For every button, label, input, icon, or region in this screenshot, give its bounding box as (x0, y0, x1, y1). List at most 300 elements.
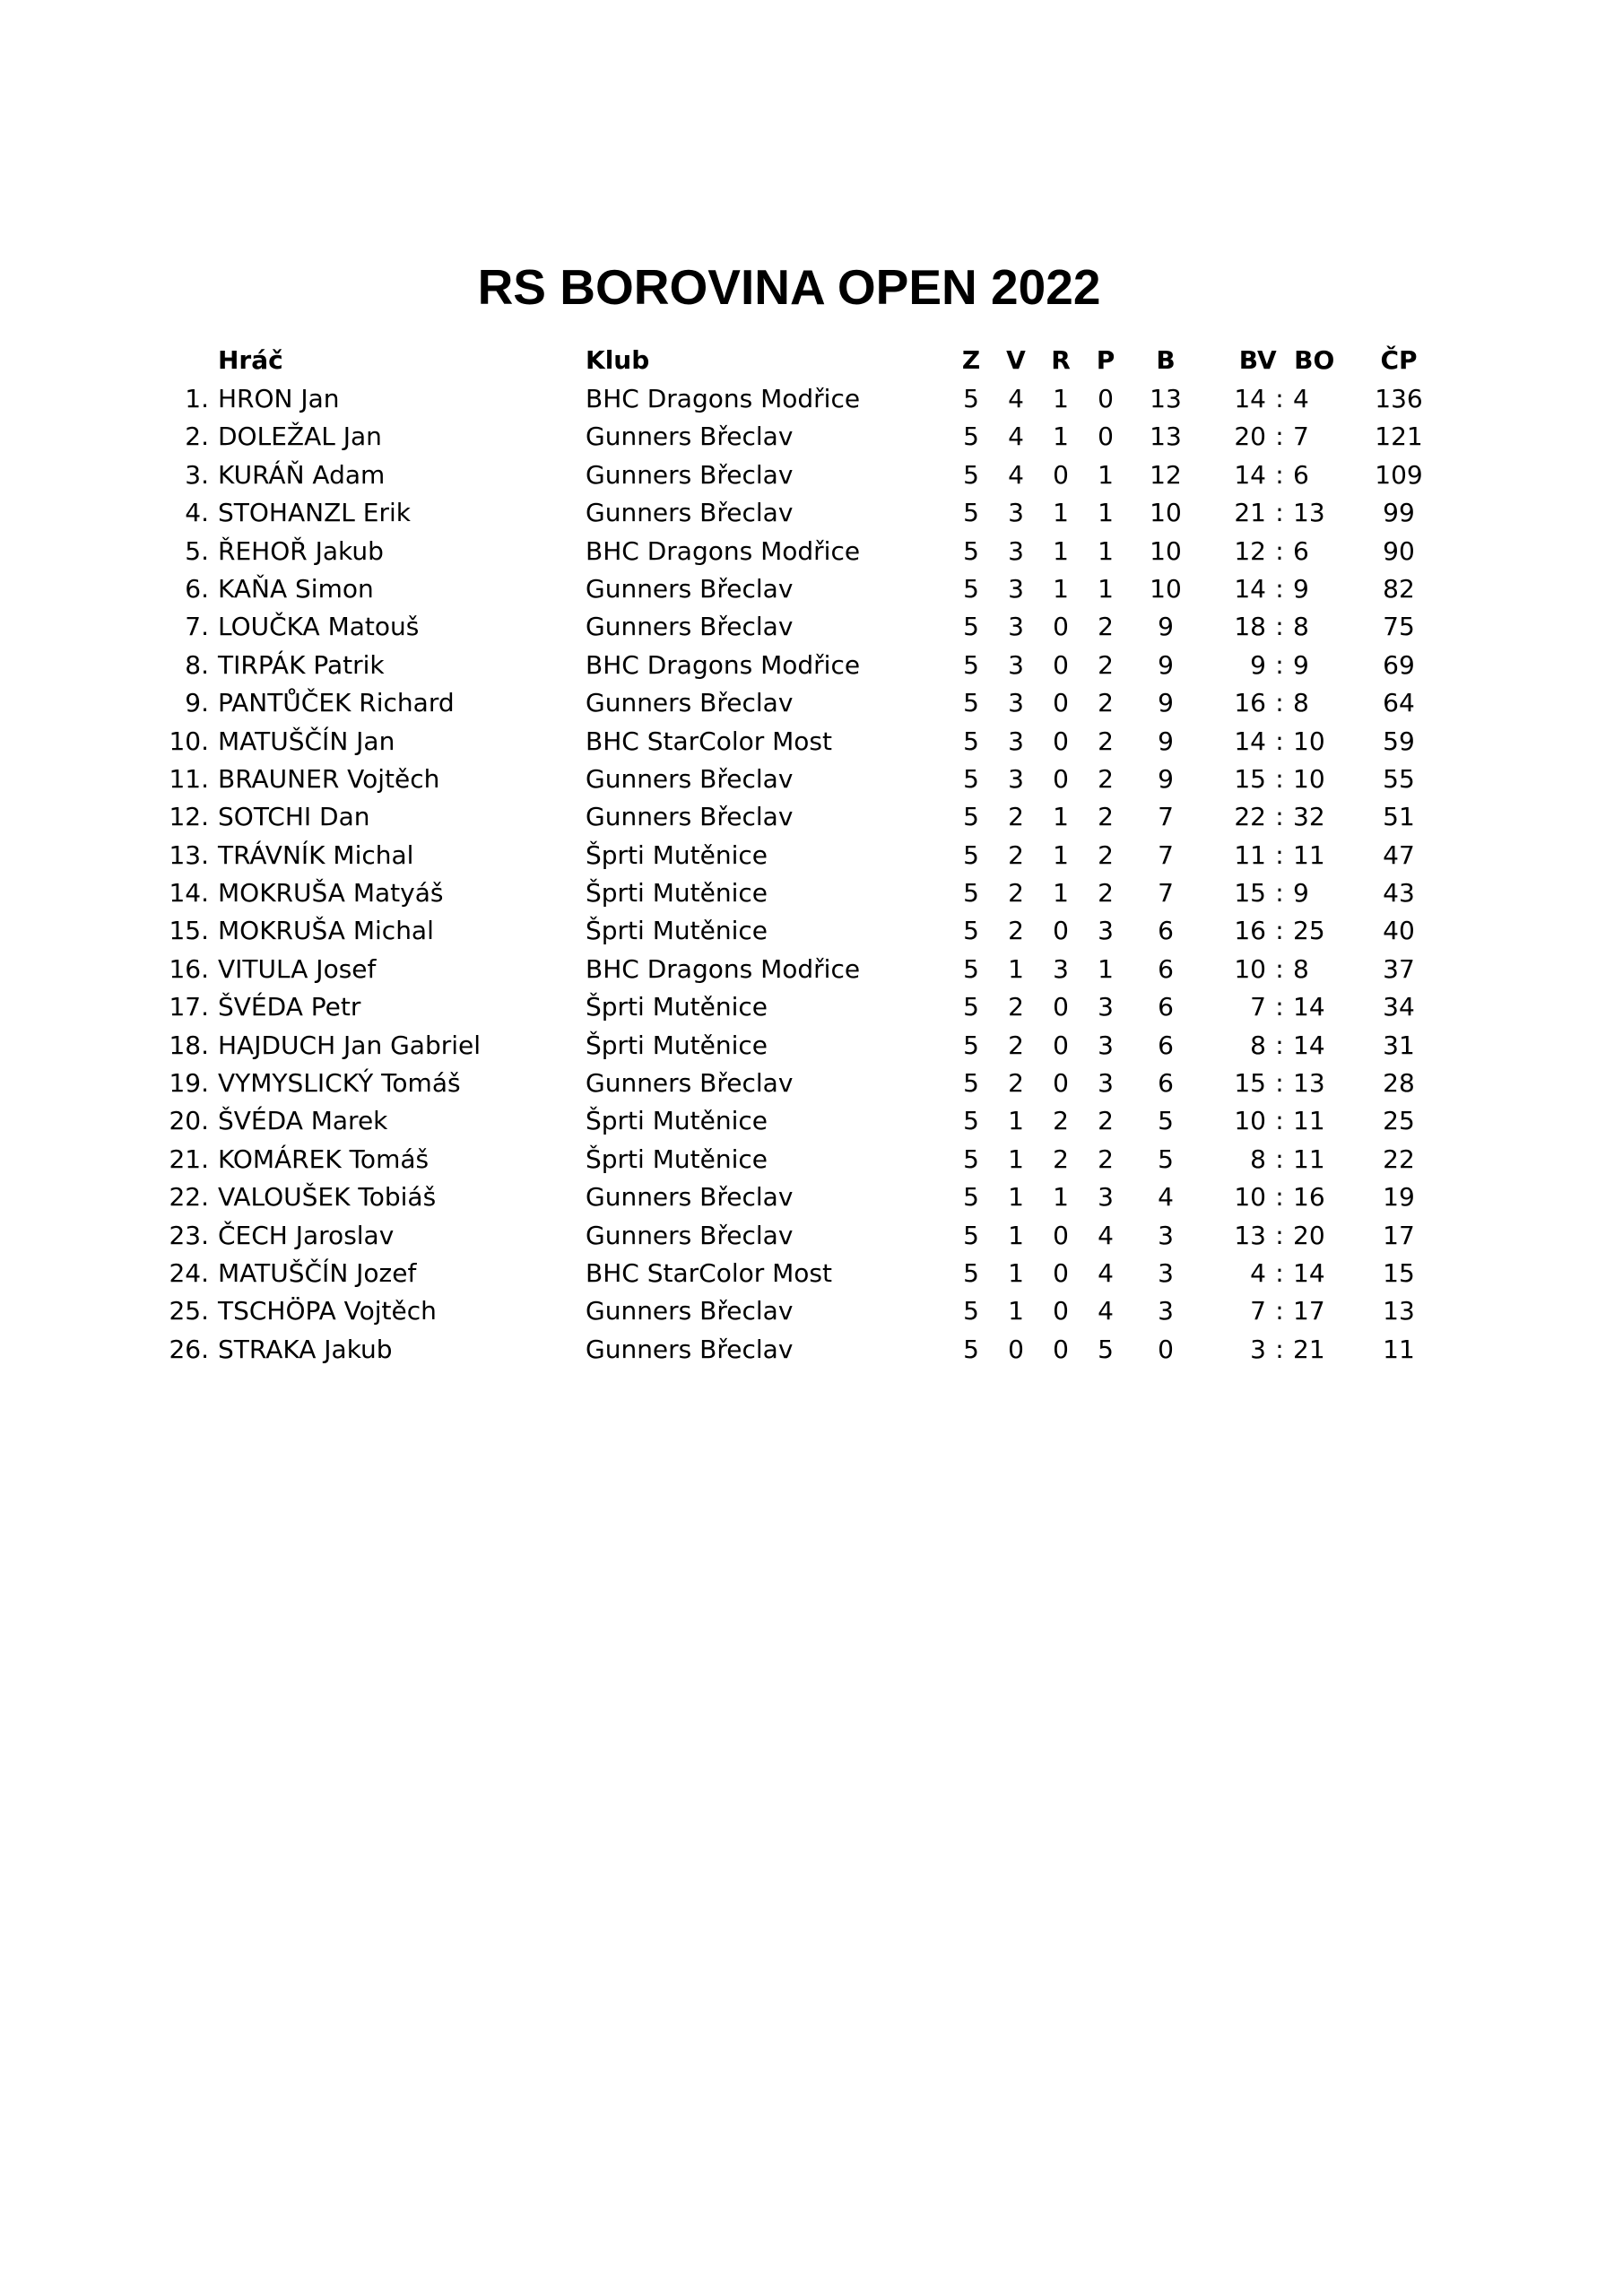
losses: 2 (1098, 763, 1114, 794)
score-separator: : (1275, 992, 1284, 1022)
club-name: Gunners Břeclav (586, 688, 794, 718)
points: 9 (1158, 649, 1174, 680)
player-name: STRAKA Jakub (218, 1334, 393, 1364)
player-name: LOUČKA Matouš (218, 612, 420, 642)
header-bv-bo: BV BO (1238, 345, 1335, 375)
ranking-points: 121 (1375, 422, 1423, 452)
draws: 0 (1053, 1296, 1069, 1326)
draws: 0 (1053, 459, 1069, 490)
player-name: MOKRUŠA Michal (218, 916, 434, 946)
wins: 3 (1008, 573, 1024, 604)
ranking-points: 69 (1383, 649, 1415, 680)
table-row (0, 1292, 1623, 1330)
table-body (0, 380, 1623, 1369)
goals-against: 4 (1293, 384, 1309, 413)
score-separator: : (1275, 953, 1284, 984)
losses: 4 (1098, 1296, 1114, 1326)
points: 4 (1158, 1182, 1174, 1213)
club-name: Gunners Břeclav (586, 763, 794, 794)
draws: 0 (1053, 916, 1069, 946)
goals-for: 10 (1234, 953, 1266, 984)
player-name: KAŇA Simon (218, 573, 374, 604)
games-played: 5 (963, 839, 979, 870)
table-row (0, 494, 1623, 532)
rank-cell: 12. (169, 802, 209, 832)
score-separator: : (1275, 726, 1284, 756)
player-name: PANTŮČEK Richard (218, 688, 455, 718)
rank-cell: 4. (185, 498, 209, 528)
points: 7 (1158, 839, 1174, 870)
ranking-points: 90 (1383, 535, 1415, 566)
losses: 1 (1098, 535, 1114, 566)
wins: 1 (1008, 953, 1024, 984)
goals-against: 8 (1293, 612, 1309, 642)
ranking-points: 109 (1375, 459, 1423, 490)
club-name: Gunners Břeclav (586, 1182, 794, 1213)
club-name: Gunners Břeclav (586, 802, 794, 832)
rank-cell: 3. (185, 459, 209, 490)
losses: 2 (1098, 1144, 1114, 1174)
table-row (0, 1178, 1623, 1216)
score-separator: : (1275, 688, 1284, 718)
wins: 1 (1008, 1144, 1024, 1174)
losses: 1 (1098, 498, 1114, 528)
losses: 3 (1098, 992, 1114, 1022)
games-played: 5 (963, 1182, 979, 1213)
score-separator: : (1275, 1182, 1284, 1213)
rank-cell: 24. (169, 1257, 209, 1288)
goals-against: 10 (1293, 726, 1325, 756)
losses: 2 (1098, 726, 1114, 756)
goals-for: 14 (1234, 573, 1266, 604)
score-separator: : (1275, 839, 1284, 870)
score-separator: : (1275, 384, 1284, 413)
score-separator: : (1275, 535, 1284, 566)
games-played: 5 (963, 649, 979, 680)
ranking-points: 136 (1375, 384, 1423, 413)
score-separator: : (1275, 1068, 1284, 1099)
games-played: 5 (963, 422, 979, 452)
draws: 0 (1053, 612, 1069, 642)
score-separator: : (1275, 1296, 1284, 1326)
club-name: Gunners Břeclav (586, 422, 794, 452)
wins: 3 (1008, 498, 1024, 528)
points: 9 (1158, 688, 1174, 718)
rank-cell: 5. (185, 535, 209, 566)
goals-against: 8 (1293, 953, 1309, 984)
score-separator: : (1275, 878, 1284, 909)
draws: 2 (1053, 1144, 1069, 1174)
goals-against: 14 (1293, 992, 1325, 1022)
goals-against: 32 (1293, 802, 1325, 832)
ranking-points: 75 (1383, 612, 1415, 642)
player-name: BRAUNER Vojtěch (218, 763, 440, 794)
goals-against: 16 (1293, 1182, 1325, 1213)
wins: 3 (1008, 726, 1024, 756)
losses: 2 (1098, 688, 1114, 718)
ranking-points: 43 (1383, 878, 1415, 909)
games-played: 5 (963, 688, 979, 718)
rank-cell: 2. (185, 422, 209, 452)
points: 5 (1158, 1144, 1174, 1174)
points: 6 (1158, 992, 1174, 1022)
losses: 4 (1098, 1220, 1114, 1250)
rank-cell: 7. (185, 612, 209, 642)
goals-for: 16 (1234, 688, 1266, 718)
table-row (0, 912, 1623, 950)
points: 6 (1158, 1068, 1174, 1099)
games-played: 5 (963, 498, 979, 528)
wins: 2 (1008, 802, 1024, 832)
player-name: HRON Jan (218, 384, 340, 413)
goals-against: 13 (1293, 1068, 1325, 1099)
points: 13 (1150, 422, 1182, 452)
draws: 1 (1053, 498, 1069, 528)
table-row (0, 1331, 1623, 1369)
points: 7 (1158, 802, 1174, 832)
points: 0 (1158, 1334, 1174, 1364)
losses: 3 (1098, 1182, 1114, 1213)
ranking-points: 19 (1383, 1182, 1415, 1213)
rank-cell: 16. (169, 953, 209, 984)
goals-for: 11 (1234, 839, 1266, 870)
goals-against: 20 (1293, 1220, 1325, 1250)
goals-against: 21 (1293, 1334, 1325, 1364)
wins: 2 (1008, 992, 1024, 1022)
table-row (0, 951, 1623, 988)
goals-for: 15 (1234, 763, 1266, 794)
draws: 1 (1053, 1182, 1069, 1213)
draws: 1 (1053, 535, 1069, 566)
goals-for: 8 (1250, 1030, 1266, 1060)
wins: 3 (1008, 763, 1024, 794)
score-separator: : (1275, 916, 1284, 946)
goals-for: 21 (1234, 498, 1266, 528)
score-separator: : (1275, 612, 1284, 642)
club-name: Šprti Mutěnice (586, 916, 768, 946)
games-played: 5 (963, 763, 979, 794)
games-played: 5 (963, 726, 979, 756)
table-row (0, 874, 1623, 912)
player-name: MOKRUŠA Matyáš (218, 878, 444, 909)
club-name: Gunners Břeclav (586, 1296, 794, 1326)
ranking-points: 11 (1383, 1334, 1415, 1364)
ranking-points: 34 (1383, 992, 1415, 1022)
table-row (0, 570, 1623, 608)
games-played: 5 (963, 384, 979, 413)
score-separator: : (1275, 422, 1284, 452)
games-played: 5 (963, 992, 979, 1022)
club-name: Šprti Mutěnice (586, 992, 768, 1022)
draws: 0 (1053, 992, 1069, 1022)
club-name: Šprti Mutěnice (586, 839, 768, 870)
wins: 4 (1008, 384, 1024, 413)
draws: 0 (1053, 1257, 1069, 1288)
games-played: 5 (963, 916, 979, 946)
rank-cell: 15. (169, 916, 209, 946)
table-row (0, 1065, 1623, 1102)
club-name: Gunners Břeclav (586, 1220, 794, 1250)
ranking-points: 37 (1383, 953, 1415, 984)
rank-cell: 6. (185, 573, 209, 604)
games-played: 5 (963, 1144, 979, 1174)
rank-cell: 18. (169, 1030, 209, 1060)
table-row (0, 1217, 1623, 1255)
games-played: 5 (963, 953, 979, 984)
wins: 0 (1008, 1334, 1024, 1364)
losses: 1 (1098, 953, 1114, 984)
wins: 4 (1008, 459, 1024, 490)
points: 3 (1158, 1296, 1174, 1326)
score-separator: : (1275, 649, 1284, 680)
draws: 1 (1053, 878, 1069, 909)
draws: 0 (1053, 688, 1069, 718)
wins: 2 (1008, 1068, 1024, 1099)
club-name: BHC Dragons Modřice (586, 535, 861, 566)
ranking-points: 55 (1383, 763, 1415, 794)
losses: 2 (1098, 878, 1114, 909)
player-name: DOLEŽAL Jan (218, 422, 382, 452)
header-p: P (1096, 345, 1115, 375)
games-played: 5 (963, 1296, 979, 1326)
games-played: 5 (963, 1334, 979, 1364)
page-title: RS BOROVINA OPEN 2022 (477, 259, 1101, 315)
losses: 4 (1098, 1257, 1114, 1288)
header-b: B (1156, 345, 1176, 375)
wins: 2 (1008, 839, 1024, 870)
table-row (0, 533, 1623, 570)
player-name: SOTCHI Dan (218, 802, 370, 832)
games-played: 5 (963, 612, 979, 642)
table-row (0, 608, 1623, 646)
points: 5 (1158, 1106, 1174, 1136)
rank-cell: 23. (169, 1220, 209, 1250)
table-row (0, 1141, 1623, 1178)
score-separator: : (1275, 1106, 1284, 1136)
table-row (0, 837, 1623, 874)
ranking-points: 13 (1383, 1296, 1415, 1326)
losses: 2 (1098, 649, 1114, 680)
wins: 2 (1008, 878, 1024, 909)
draws: 2 (1053, 1106, 1069, 1136)
games-played: 5 (963, 1220, 979, 1250)
wins: 3 (1008, 649, 1024, 680)
draws: 1 (1053, 384, 1069, 413)
wins: 1 (1008, 1182, 1024, 1213)
losses: 3 (1098, 916, 1114, 946)
table-row (0, 798, 1623, 836)
games-played: 5 (963, 1106, 979, 1136)
club-name: Šprti Mutěnice (586, 1144, 768, 1174)
draws: 0 (1053, 1334, 1069, 1364)
table-row (0, 418, 1623, 456)
table-row (0, 761, 1623, 798)
wins: 2 (1008, 916, 1024, 946)
games-played: 5 (963, 878, 979, 909)
ranking-points: 22 (1383, 1144, 1415, 1174)
table-row (0, 457, 1623, 494)
ranking-points: 40 (1383, 916, 1415, 946)
draws: 0 (1053, 1030, 1069, 1060)
ranking-points: 82 (1383, 573, 1415, 604)
games-played: 5 (963, 1030, 979, 1060)
losses: 0 (1098, 384, 1114, 413)
draws: 1 (1053, 839, 1069, 870)
games-played: 5 (963, 573, 979, 604)
losses: 3 (1098, 1068, 1114, 1099)
club-name: Gunners Břeclav (586, 573, 794, 604)
player-name: TSCHÖPA Vojtěch (218, 1296, 437, 1326)
player-name: VYMYSLICKÝ Tomáš (218, 1068, 461, 1099)
goals-for: 22 (1234, 802, 1266, 832)
goals-against: 9 (1293, 649, 1309, 680)
goals-for: 4 (1250, 1257, 1266, 1288)
goals-for: 18 (1234, 612, 1266, 642)
losses: 2 (1098, 839, 1114, 870)
rank-cell: 10. (169, 726, 209, 756)
goals-against: 10 (1293, 763, 1325, 794)
goals-against: 14 (1293, 1257, 1325, 1288)
club-name: BHC Dragons Modřice (586, 953, 861, 984)
table-row (0, 988, 1623, 1026)
goals-against: 6 (1293, 459, 1309, 490)
header-player: Hráč (218, 345, 283, 375)
club-name: Gunners Břeclav (586, 459, 794, 490)
goals-against: 25 (1293, 916, 1325, 946)
goals-for: 20 (1234, 422, 1266, 452)
table-row (0, 380, 1623, 418)
goals-against: 7 (1293, 422, 1309, 452)
player-name: MATUŠČÍN Jan (218, 726, 395, 756)
losses: 1 (1098, 459, 1114, 490)
draws: 0 (1053, 726, 1069, 756)
points: 3 (1158, 1257, 1174, 1288)
goals-against: 11 (1293, 1144, 1325, 1174)
ranking-points: 64 (1383, 688, 1415, 718)
goals-against: 11 (1293, 1106, 1325, 1136)
score-separator: : (1275, 498, 1284, 528)
player-name: TIRPÁK Patrik (218, 649, 385, 680)
wins: 3 (1008, 688, 1024, 718)
losses: 3 (1098, 1030, 1114, 1060)
player-name: MATUŠČÍN Jozef (218, 1257, 417, 1288)
table-row (0, 684, 1623, 722)
goals-against: 17 (1293, 1296, 1325, 1326)
wins: 2 (1008, 1030, 1024, 1060)
goals-against: 13 (1293, 498, 1325, 528)
club-name: Gunners Břeclav (586, 612, 794, 642)
rank-cell: 19. (169, 1068, 209, 1099)
goals-against: 9 (1293, 573, 1309, 604)
goals-for: 7 (1250, 992, 1266, 1022)
score-separator: : (1275, 763, 1284, 794)
header-z: Z (961, 345, 981, 375)
player-name: KOMÁREK Tomáš (218, 1144, 430, 1174)
club-name: BHC StarColor Most (586, 1257, 832, 1288)
goals-for: 8 (1250, 1144, 1266, 1174)
ranking-points: 59 (1383, 726, 1415, 756)
rank-cell: 13. (169, 839, 209, 870)
draws: 0 (1053, 649, 1069, 680)
rank-cell: 11. (169, 763, 209, 794)
table-row (0, 1102, 1623, 1140)
player-name: VITULA Josef (218, 953, 377, 984)
goals-for: 9 (1250, 649, 1266, 680)
score-separator: : (1275, 573, 1284, 604)
wins: 1 (1008, 1296, 1024, 1326)
losses: 1 (1098, 573, 1114, 604)
wins: 1 (1008, 1106, 1024, 1136)
score-separator: : (1275, 1220, 1284, 1250)
standings-table (0, 341, 1623, 1369)
header-r: R (1051, 345, 1071, 375)
goals-against: 14 (1293, 1030, 1325, 1060)
games-played: 5 (963, 535, 979, 566)
rank-cell: 25. (169, 1296, 209, 1326)
draws: 0 (1053, 1068, 1069, 1099)
rank-cell: 26. (169, 1334, 209, 1364)
goals-for: 7 (1250, 1296, 1266, 1326)
points: 10 (1150, 535, 1182, 566)
points: 6 (1158, 953, 1174, 984)
draws: 1 (1053, 573, 1069, 604)
rank-cell: 17. (169, 992, 209, 1022)
games-played: 5 (963, 1257, 979, 1288)
goals-against: 6 (1293, 535, 1309, 566)
score-separator: : (1275, 1030, 1284, 1060)
rank-cell: 8. (185, 649, 209, 680)
goals-for: 15 (1234, 1068, 1266, 1099)
wins: 4 (1008, 422, 1024, 452)
club-name: Gunners Břeclav (586, 498, 794, 528)
score-separator: : (1275, 1257, 1284, 1288)
ranking-points: 47 (1383, 839, 1415, 870)
losses: 2 (1098, 802, 1114, 832)
ranking-points: 99 (1383, 498, 1415, 528)
rank-cell: 21. (169, 1144, 209, 1174)
ranking-points: 28 (1383, 1068, 1415, 1099)
points: 9 (1158, 612, 1174, 642)
draws: 3 (1053, 953, 1069, 984)
goals-for: 15 (1234, 878, 1266, 909)
goals-against: 9 (1293, 878, 1309, 909)
losses: 2 (1098, 612, 1114, 642)
score-separator: : (1275, 802, 1284, 832)
goals-for: 14 (1234, 459, 1266, 490)
player-name: TRÁVNÍK Michal (218, 839, 414, 870)
score-separator: : (1275, 1144, 1284, 1174)
goals-for: 16 (1234, 916, 1266, 946)
rank-cell: 20. (169, 1106, 209, 1136)
points: 12 (1150, 459, 1182, 490)
points: 13 (1150, 384, 1182, 413)
score-separator: : (1275, 459, 1284, 490)
goals-for: 12 (1234, 535, 1266, 566)
wins: 3 (1008, 535, 1024, 566)
draws: 1 (1053, 422, 1069, 452)
player-name: STOHANZL Erik (218, 498, 411, 528)
points: 7 (1158, 878, 1174, 909)
losses: 0 (1098, 422, 1114, 452)
table-row (0, 647, 1623, 684)
games-played: 5 (963, 459, 979, 490)
club-name: Gunners Břeclav (586, 1334, 794, 1364)
rank-cell: 9. (185, 688, 209, 718)
draws: 1 (1053, 802, 1069, 832)
goals-for: 3 (1250, 1334, 1266, 1364)
player-name: KURÁŇ Adam (218, 459, 386, 490)
goals-against: 11 (1293, 839, 1325, 870)
